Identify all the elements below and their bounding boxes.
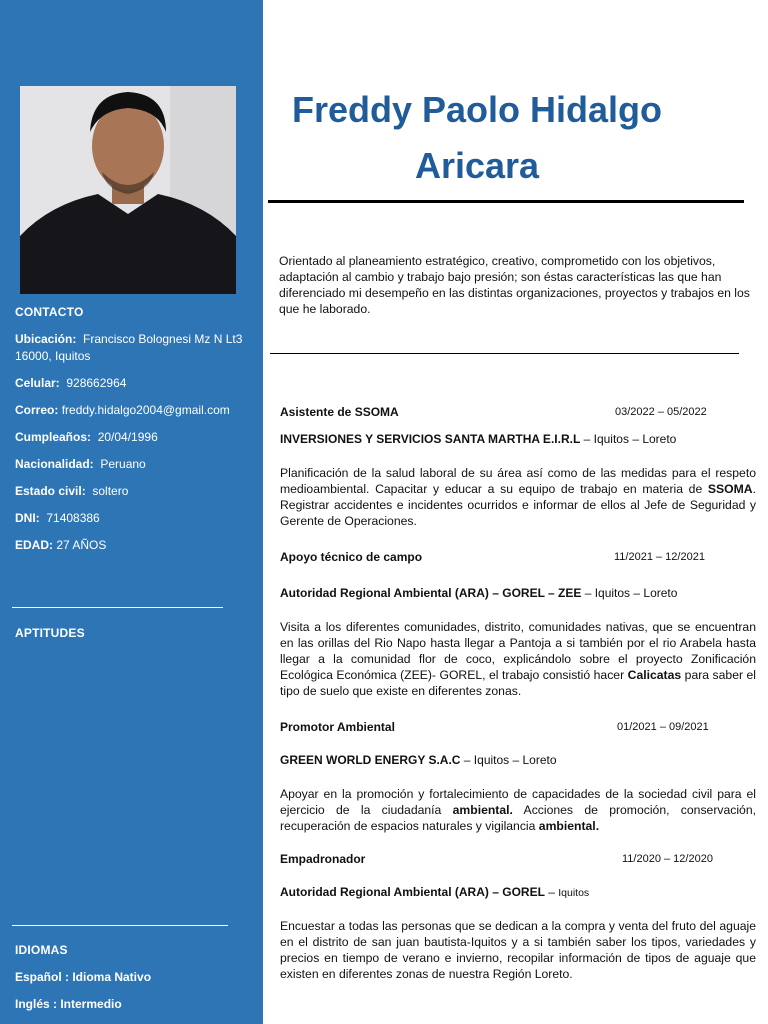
job-desc-4: Encuestar a todas las personas que se dedican a la compra y venta del fruto del aguaje en el distrito de san juan bautista-Iquitos y a si también saber los tipos, variedades y precios en tiempo de verano e invierno, recopilar información de tipos de aguaje que existen en diferentes zonas de nuestra Región Loreto. xyxy=(280,919,756,981)
job-company-3: GREEN WORLD ENERGY S.A.C – Iquitos – Loreto xyxy=(280,753,557,767)
skills-heading: APTITUDES xyxy=(15,626,85,640)
contact-heading: CONTACTO xyxy=(15,305,84,319)
job-company-2: Autoridad Regional Ambiental (ARA) – GOREL – ZEE – Iquitos – Loreto xyxy=(280,586,678,600)
job-desc-3: Apoyar en la promoción y fortalecimiento de capacidades de la sociedad civil para el ejercicio de la ciudadanía ambiental. Acciones de promoción, conservación, recuperación de espacios naturales y vigilancia ambiental. xyxy=(280,787,756,833)
language-item-english: Inglés : Intermedio xyxy=(15,997,122,1011)
languages-heading: IDIOMAS xyxy=(15,943,68,957)
contact-phone: Celular: 928662964 xyxy=(15,376,127,390)
contact-nationality: Nacionalidad: Peruano xyxy=(15,457,146,471)
name-line-2: Aricara xyxy=(414,145,540,186)
profile-photo xyxy=(20,86,236,294)
contact-dni: DNI: 71408386 xyxy=(15,511,100,525)
job-date-3: 01/2021 – 09/2021 xyxy=(617,721,709,733)
job-date-1: 03/2022 – 05/2022 xyxy=(615,406,707,418)
sidebar-divider-2 xyxy=(12,925,228,926)
candidate-name xyxy=(268,82,686,194)
job-title-1: Asistente de SSOMA xyxy=(280,405,399,419)
header-rule xyxy=(268,200,744,203)
summary-rule xyxy=(270,353,739,354)
language-item-spanish: Español : Idioma Nativo xyxy=(15,970,152,984)
job-date-2: 11/2021 – 12/2021 xyxy=(614,551,705,563)
job-company-1: INVERSIONES Y SERVICIOS SANTA MARTHA E.I.R.L – Iquitos – Loreto xyxy=(280,432,677,446)
contact-civil-status: Estado civil: soltero xyxy=(15,484,129,498)
job-company-4: Autoridad Regional Ambiental (ARA) – GOREL – Iquitos xyxy=(280,885,590,899)
email-link[interactable]: freddy.hidalgo2004@gmail.com xyxy=(61,403,230,417)
job-title-4: Empadronador xyxy=(280,852,366,866)
job-desc-1: Planificación de la salud laboral de su área así como de las medidas para el respeto medioambiental. Capacitar y educar a su equipo de trabajo en materia de SSOMA. Registrar accidentes e incidentes ocurridos e informar de ellos al Jefe de Seguridad y Gerente de Operaciones. xyxy=(280,466,756,528)
job-date-4: 11/2020 – 12/2020 xyxy=(622,853,713,865)
profile-summary: Orientado al planeamiento estratégico, creativo, comprometido con los objetivos, adaptación al cambio y trabajo bajo presión; son éstas características las que han diferenciado mi desempeño en las distintas organizaciones, proyectos y trabajos en los que he laborado. xyxy=(279,254,750,316)
contact-list xyxy=(15,331,250,564)
contact-location: Ubicación: Francisco Bolognesi Mz N Lt3 16000, Iquitos xyxy=(15,332,243,363)
job-title-2: Apoyo técnico de campo xyxy=(280,550,423,564)
name-line-1: Freddy Paolo Hidalgo xyxy=(291,89,663,130)
contact-email: Correo: freddy.hidalgo2004@gmail.com xyxy=(15,403,230,417)
job-desc-2: Visita a los diferentes comunidades, distrito, comunidades nativas, que se encuentran en las orillas del Rio Napo hasta llegar a Pantoja a si también por el rio Arabela hasta llegar a la comunidad flor de coco, explicándolo sobre el proyecto Zonificación Ecológica Económica (ZEE)- GOREL, el trabajo consistió hacer Calicatas para saber el tipo de suelo que existe en diferentes zonas. xyxy=(280,620,757,698)
contact-age: EDAD: 27 AÑOS xyxy=(15,538,107,552)
sidebar xyxy=(0,0,263,1024)
profile-photo-image xyxy=(20,86,236,294)
sidebar-divider-1 xyxy=(12,607,223,608)
contact-birthday: Cumpleaños: 20/04/1996 xyxy=(15,430,158,444)
job-title-3: Promotor Ambiental xyxy=(280,720,395,734)
